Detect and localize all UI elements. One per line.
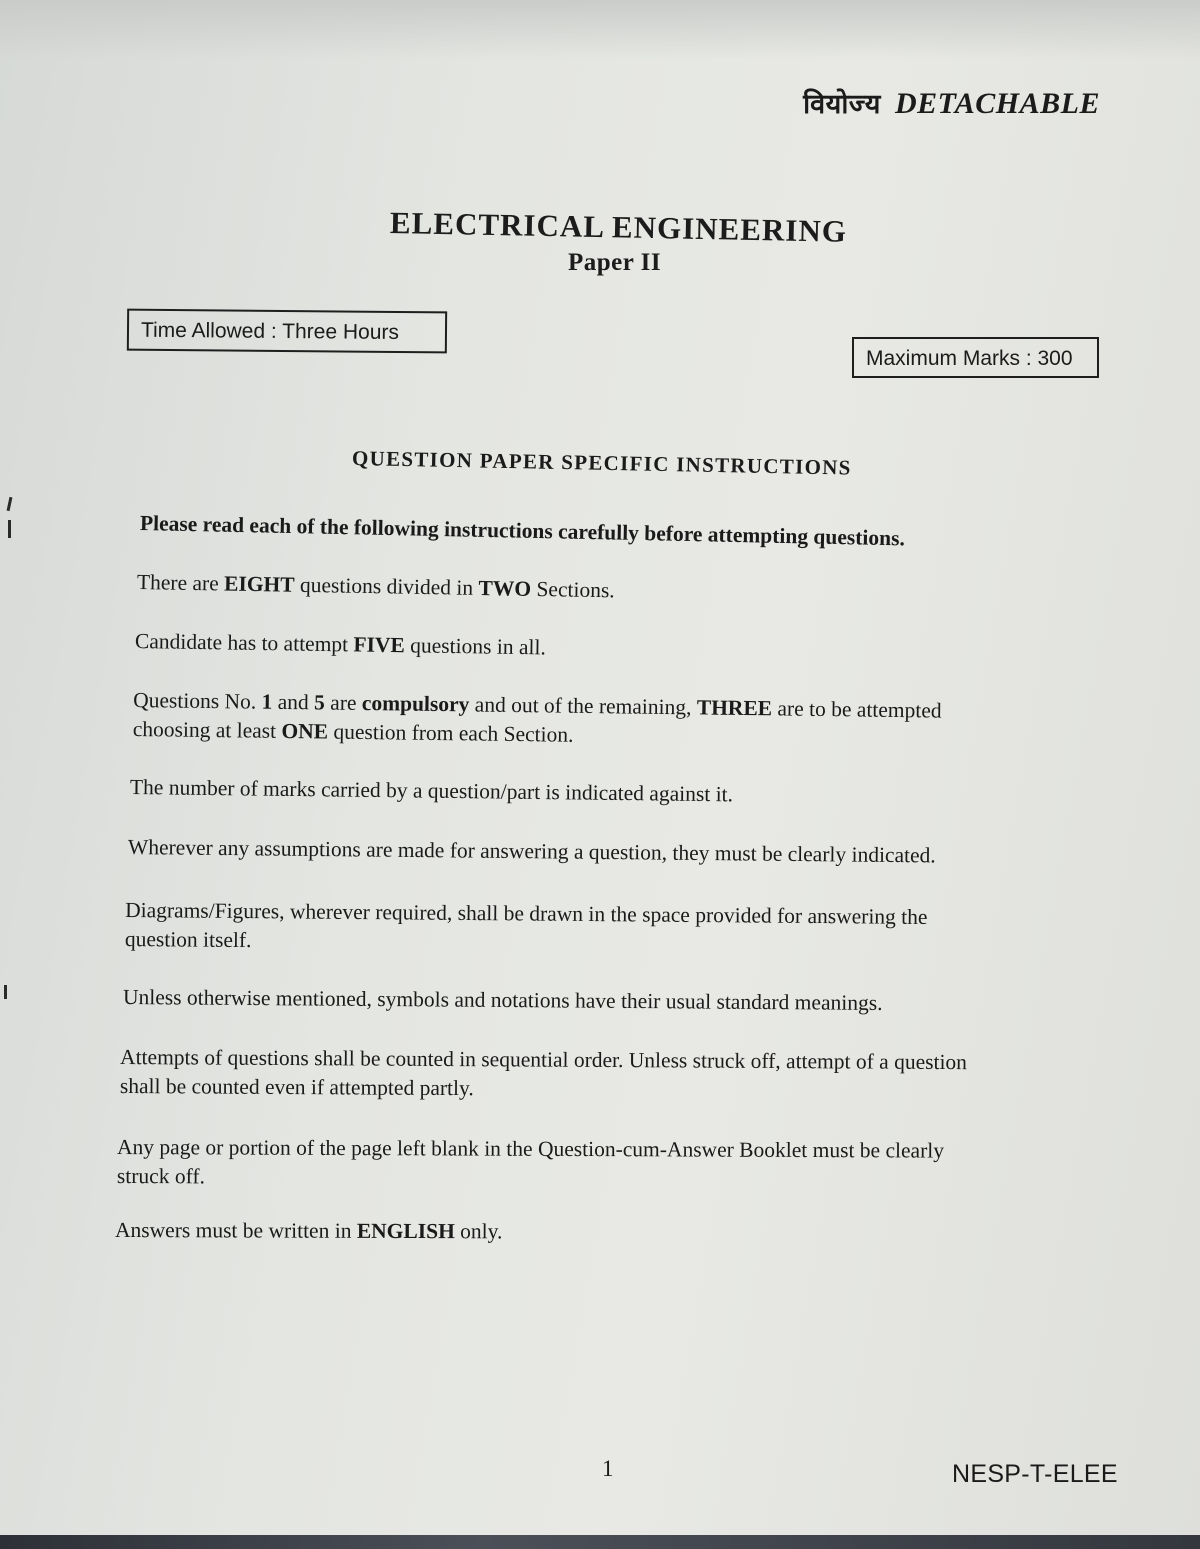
margin-mark [7,497,13,511]
instruction-text: Sections. [530,576,615,603]
paper-number: Paper II [568,249,662,276]
instruction-text: question itself. [124,926,252,953]
instruction-item [125,896,928,961]
paper-code: NESP-T-ELEE [952,1460,1118,1488]
detachable-label [803,84,1100,121]
instruction-text: are [324,690,363,715]
detachable-english: DETACHABLE [894,87,1100,120]
instruction-emphasis: ENGLISH [356,1218,455,1244]
instruction-text: Attempts of questions shall be counted in sequential order. Unless struck off, attempt of a question [120,1045,968,1075]
instruction-item [120,1043,967,1106]
page-shadow [0,0,1200,60]
instruction-text: and [272,689,315,715]
instruction-emphasis: ONE [281,718,329,744]
instructions-heading: QUESTION PAPER SPECIFIC INSTRUCTIONS [351,446,852,480]
instruction-item [130,773,733,809]
instruction-text: question from each Section. [327,719,574,747]
instruction-item [128,833,936,870]
instruction-text: Candidate has to attempt [134,629,354,657]
instruction-text: Any page or portion of the page left blank in the Question-cum-Answer Booklet must be clearly [117,1135,945,1163]
instruction-intro [140,509,905,553]
subject-title: ELECTRICAL ENGINEERING [389,205,848,249]
instruction-emphasis: compulsory [361,690,470,717]
time-allowed-box: Time Allowed : Three Hours [127,309,447,354]
instruction-text: Diagrams/Figures, wherever required, shall be drawn in the space provided for answering the [125,898,928,930]
instruction-item [123,983,883,1018]
instruction-text: are to be attempted [771,696,942,723]
instruction-item [117,1133,944,1195]
instruction-emphasis: 1 [261,689,273,714]
page-number: 1 [602,1456,614,1481]
instruction-text: choosing at least [132,716,282,743]
instruction-emphasis: FIVE [353,632,406,658]
instruction-intro-text: Please read each of the following instructions carefully before attempting questions. [139,511,906,551]
instruction-text: Unless otherwise mentioned, symbols and notations have their usual standard meanings. [122,985,883,1015]
instruction-text: There are [136,570,225,596]
margin-mark [4,985,7,999]
instruction-item [135,627,546,662]
table-surface [0,1535,1200,1549]
instruction-text: struck off. [116,1164,205,1189]
instruction-text: Wherever any assumptions are made for answering a question, they must be clearly indicated. [127,835,936,868]
instruction-emphasis: THREE [696,695,773,721]
instruction-text: shall be counted even if attempted partly. [119,1074,474,1101]
instruction-text: only. [454,1219,503,1244]
instruction-text: The number of marks carried by a question/part is indicated against it. [129,775,734,807]
instruction-text: Questions No. [133,688,262,714]
instruction-emphasis: EIGHT [223,571,295,597]
instruction-text: and out of the remaining, [469,692,697,720]
instruction-item [115,1216,503,1246]
detachable-hindi: वियोज्य [803,89,881,120]
instruction-emphasis: TWO [478,575,532,601]
instruction-item [137,568,615,605]
maximum-marks-box: Maximum Marks : 300 [852,337,1099,378]
instruction-text: questions divided in [294,572,479,600]
instruction-text: questions in all. [404,633,546,660]
margin-mark [8,520,11,538]
instruction-emphasis: 5 [313,690,326,715]
instruction-text: Answers must be written in [114,1218,357,1243]
instruction-item [133,686,942,755]
